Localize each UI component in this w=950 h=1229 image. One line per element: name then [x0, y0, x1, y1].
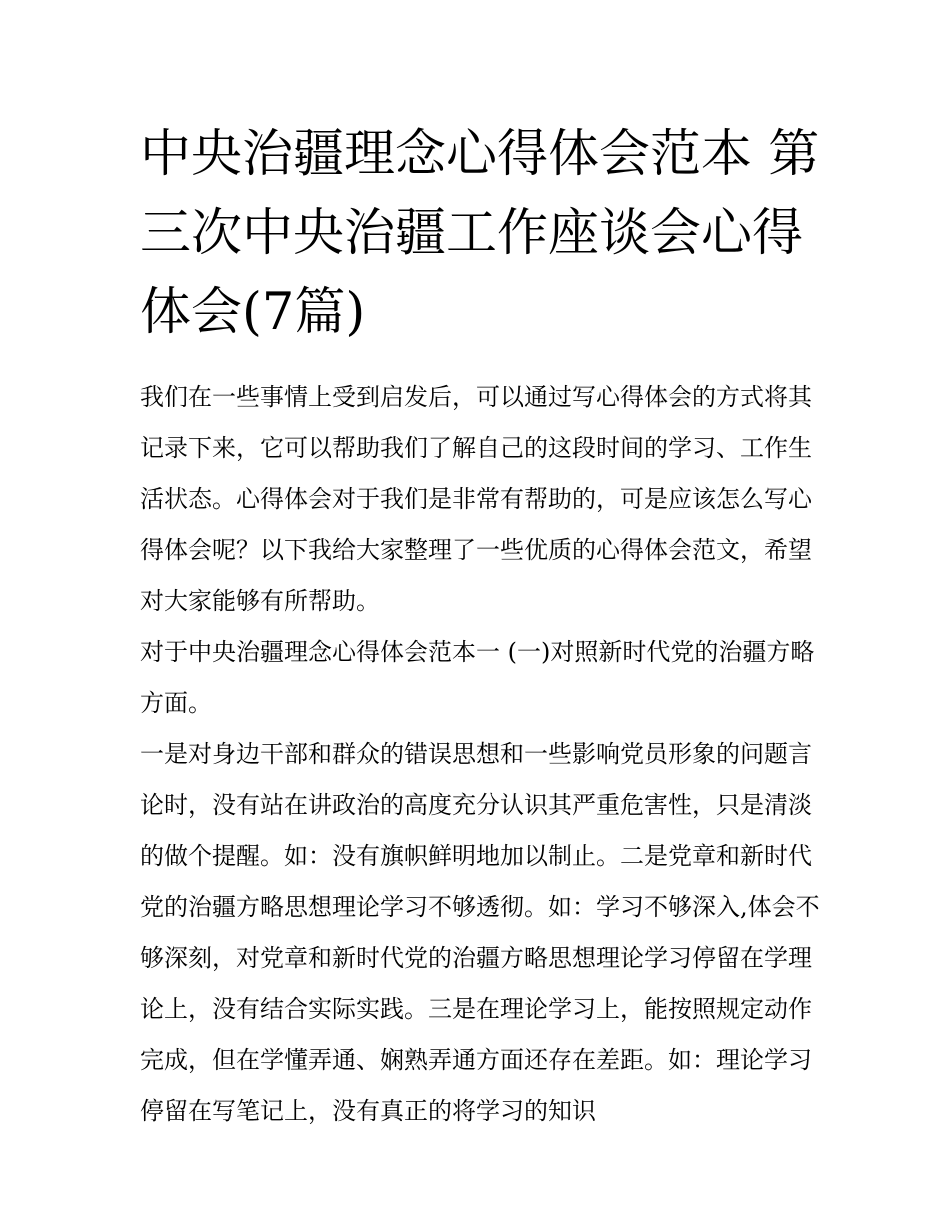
body-paragraph: 一是对身边干部和群众的错误思想和一些影响党员形象的问题言论时，没有站在讲政治的高度充分认识其严重危害性，只是清淡的做个提醒。如：没有旗帜鲜明地加以制止。二是党章和新时代党的治疆方略思想理论学习不够透彻。如：学习不够深入,体会不够深刻，对党章和新时代党的治疆方略思想理论学习停留在学理论上，没有结合实际实践。三是在理论学习上，能按照规定动作完成，但在学懂弄通、娴熟弄通方面还存在差距。如：理论学习停留在写笔记上，没有真正的将学习的知识	[140, 740, 820, 1125]
document-title: 中央治疆理念心得体会范本 第三次中央治疆工作座谈会心得体会(7篇)	[140, 125, 820, 342]
intro-paragraph: 我们在一些事情上受到启发后，可以通过写心得体会的方式将其记录下来，它可以帮助我们了解自己的这段时间的学习、工作生活状态。心得体会对于我们是非常有帮助的，可是应该怎么写心得体会呢？以下我给大家整理了一些优质的心得体会范文，希望对大家能够有所帮助。	[140, 383, 812, 615]
document-page	[140, 115, 820, 1137]
section-heading-paragraph: 对于中央治疆理念心得体会范本一 (一)对照新时代党的治疆方略方面。	[140, 638, 815, 717]
